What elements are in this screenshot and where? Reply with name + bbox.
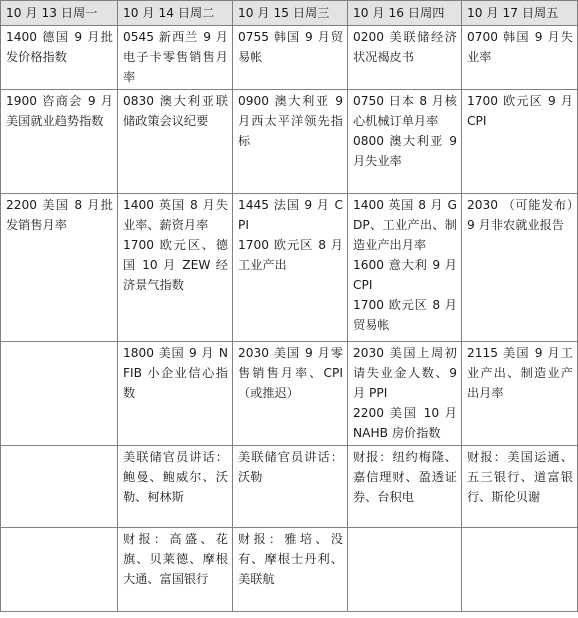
calendar-cell [462,26,578,90]
calendar-cell [1,194,118,342]
event-entry: 0700 韩国 9 月失业率 [467,30,573,64]
calendar-cell [118,342,233,446]
calendar-cell [348,446,462,528]
calendar-cell [118,194,233,342]
event-entry: 0545 新西兰 9 月电子卡零售销售月率 [123,30,228,84]
calendar-cell [233,26,348,90]
event-entry: 1800 美国 9 月 NFIB 小企业信心指数 [123,346,228,400]
calendar-cell [348,342,462,446]
event-entry: 2200 美国 10 月 NAHB 房价指数 [353,406,457,440]
calendar-cell [1,342,118,446]
calendar-cell [1,446,118,528]
event-entry: 1600 意大利 9 月 CPI [353,258,457,292]
event-entry: 1700 欧元区 8 月工业产出 [238,238,343,272]
event-entry: 1900 咨商会 9 月美国就业趋势指数 [6,94,113,128]
event-entry: 2200 美国 8 月批发销售月率 [6,198,113,232]
event-entry: 2030 美国上周初请失业金人数、9 月 PPI [353,346,457,400]
calendar-cell [233,446,348,528]
calendar-cell [462,342,578,446]
day-header-label: 10 月 14 日周二 [123,6,215,20]
event-entry: 财报：雅培、没有、摩根士丹利、美联航 [238,532,343,586]
calendar-cell [348,194,462,342]
event-entry: 2115 美国 9 月工业产出、制造业产出月率 [467,346,573,400]
day-header [348,1,462,26]
day-header-label: 10 月 16 日周四 [353,6,445,20]
calendar-cell [1,528,118,612]
calendar-cell [233,528,348,612]
event-entry: 财报：高盛、花旗、贝莱德、摩根大通、富国银行 [123,532,228,586]
calendar-cell [118,446,233,528]
calendar-cell [118,26,233,90]
event-entry: 财报：纽约梅隆、嘉信理财、盈透证券、台积电 [353,450,457,504]
table-row [1,342,578,446]
day-header [1,1,118,26]
table-row [1,446,578,528]
event-entry: 0830 澳大利亚联储政策会议纪要 [123,94,228,128]
table-row [1,26,578,90]
calendar-cell [1,90,118,194]
event-entry: 美联储官员讲话：沃勒 [238,450,343,484]
event-entry: 0900 澳大利亚 9 月西太平洋领先指标 [238,94,343,148]
day-header-label: 10 月 15 日周三 [238,6,330,20]
event-entry: 2030 美国 9 月零售销售月率、CPI（或推迟） [238,346,343,400]
day-header [233,1,348,26]
event-entry: 2030 （可能发布）9 月非农就业报告 [467,198,573,232]
day-header-label: 10 月 17 日周五 [467,6,559,20]
day-header-label: 10 月 13 日周一 [6,6,98,20]
calendar-cell [233,342,348,446]
table-row [1,90,578,194]
day-header [462,1,578,26]
calendar-cell [348,90,462,194]
event-entry: 美联储官员讲话：鲍曼、鲍威尔、沃勒、柯林斯 [123,450,228,504]
event-entry: 1700 欧元区 9 月 CPI [467,94,573,128]
header-row [1,1,578,26]
calendar-cell [233,194,348,342]
calendar-cell [233,90,348,194]
event-entry: 1445 法国 9 月 CPI [238,198,343,232]
day-header [118,1,233,26]
event-entry: 1400 英国 8 月 GDP、工业产出、制造业产出月率 [353,198,457,252]
calendar-cell [462,194,578,342]
table-row [1,528,578,612]
calendar-cell [462,528,578,612]
event-entry: 0750 日本 8 月核心机械订单月率 [353,94,457,128]
event-entry: 0800 澳大利亚 9 月失业率 [353,134,457,168]
event-entry: 0755 韩国 9 月贸易帐 [238,30,343,64]
event-entry: 1400 英国 8 月失业率、薪资月率 [123,198,228,232]
calendar-cell [348,26,462,90]
event-entry: 1400 德国 9 月批发价格指数 [6,30,113,64]
table-row [1,194,578,342]
calendar-cell [1,26,118,90]
calendar-cell [462,90,578,194]
event-entry: 财报：美国运通、五三银行、道富银行、斯伦贝谢 [467,450,573,504]
event-entry: 0200 美联储经济状况褐皮书 [353,30,457,64]
calendar-cell [118,90,233,194]
event-entry: 1700 欧元区、德国 10 月 ZEW 经济景气指数 [123,238,228,292]
calendar-cell [462,446,578,528]
calendar-cell [118,528,233,612]
calendar-cell [348,528,462,612]
event-entry: 1700 欧元区 8 月贸易帐 [353,298,457,332]
